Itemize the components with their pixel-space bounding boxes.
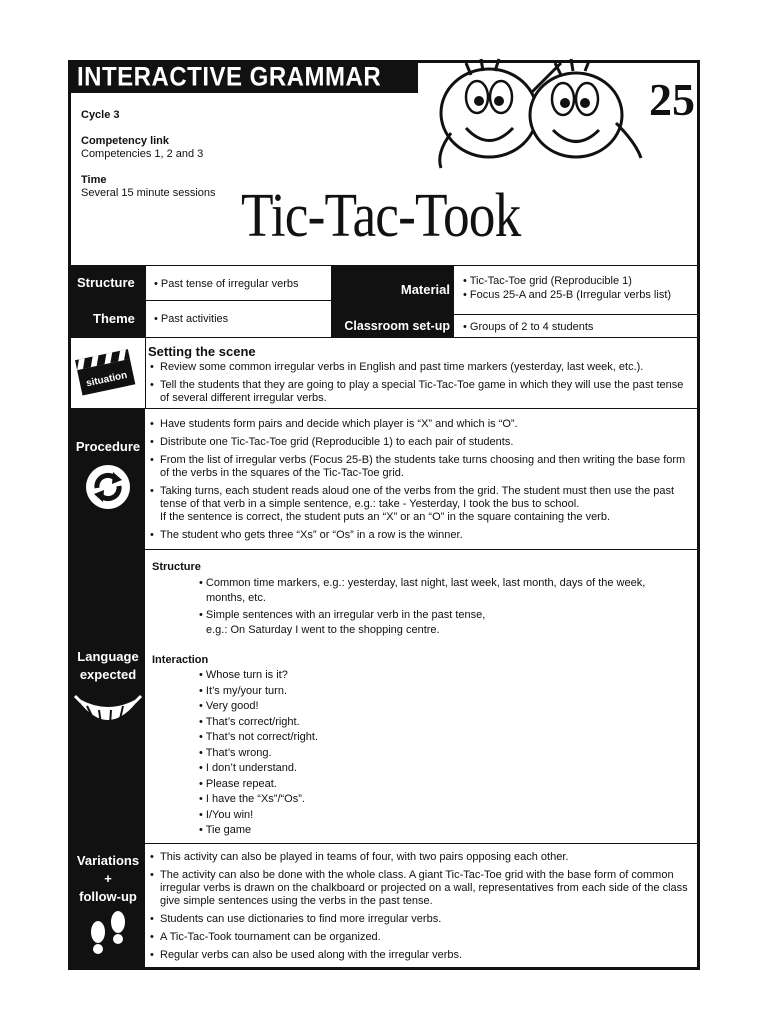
- structure-label: Structure: [71, 266, 145, 300]
- procedure-label-column: [71, 409, 145, 549]
- list-item: • This activity can also be played in teams of four, with two pairs opposing each other.: [148, 851, 688, 864]
- list-item: • Review some common irregular verbs in English and past time markers (yesterday, last week, etc.).: [148, 361, 688, 374]
- list-item: • It’s my/your turn.: [199, 684, 288, 697]
- language-label-line1: Language: [77, 649, 139, 664]
- competency-value: Competencies 1, 2 and 3: [81, 148, 204, 160]
- variations-label-column: [71, 844, 145, 967]
- procedure-label: Procedure: [75, 439, 141, 454]
- variations-label-line1: Variations: [76, 853, 140, 868]
- list-item: • A Tic-Tac-Took tournament can be organized.: [148, 931, 688, 944]
- activity-number: 25: [649, 74, 695, 125]
- list-item: • Very good!: [199, 700, 259, 712]
- material-item: • Tic-Tac-Toe grid (Reproducible 1): [463, 275, 632, 287]
- activity-sheet: [68, 60, 700, 970]
- material-label: Material: [332, 266, 454, 314]
- time-value: Several 15 minute sessions: [81, 187, 216, 199]
- clapperboard-text: situation: [85, 369, 129, 390]
- interaction-title: Interaction: [152, 654, 209, 666]
- list-item: • I/You win!: [199, 808, 254, 821]
- list-item: • I have the “Xs”/“Os”.: [199, 793, 305, 805]
- cycle-label: Cycle 3: [81, 109, 120, 121]
- language-label-line2: expected: [79, 667, 137, 682]
- footprints-icon: [78, 908, 138, 956]
- mascots-illustration: [411, 33, 661, 173]
- classroom-setup-value: • Groups of 2 to 4 students: [463, 321, 594, 333]
- list-item: • I don’t understand.: [199, 762, 298, 774]
- smile-icon: [73, 688, 143, 738]
- list-item: • That’s wrong.: [199, 746, 272, 759]
- list-item: months, etc.: [206, 592, 266, 604]
- list-item: • Simple sentences with an irregular verb in the past tense,: [199, 609, 486, 621]
- procedure-list: [148, 418, 688, 547]
- banner-interactive-grammar: INTERACTIVE GRAMMAR: [71, 63, 418, 93]
- variations-label-line2: +: [104, 871, 112, 886]
- clapperboard-icon: [73, 346, 141, 400]
- list-item: • Whose turn is it?: [199, 669, 288, 681]
- structure-value: • Past tense of irregular verbs: [154, 278, 299, 290]
- list-item: • Regular verbs can also be used along with the irregular verbs.: [148, 949, 688, 962]
- language-label-column: [71, 550, 145, 843]
- list-item: • From the list of irregular verbs (Focus 25-B) the students take turns choosing and then writing the base form of the verbs in the squares of the Tic-Tac-Toe grid.: [148, 454, 688, 480]
- list-item: • Distribute one Tic-Tac-Toe grid (Reproducible 1) to each pair of students.: [148, 436, 688, 449]
- material-item: • Focus 25-A and 25-B (Irregular verbs list): [463, 289, 672, 301]
- list-item: • Tell the students that they are going to play a special Tic-Tac-Toe game in which they will use the past tense of several different irregular verbs.: [148, 379, 688, 405]
- theme-label: Theme: [71, 301, 145, 337]
- setting-the-scene-title: Setting the scene: [148, 344, 256, 359]
- time-label: Time: [81, 174, 107, 186]
- variations-label-line3: follow-up: [79, 889, 137, 904]
- list-item: • Please repeat.: [199, 777, 277, 790]
- list-item: e.g.: On Saturday I went to the shopping centre.: [206, 624, 440, 636]
- variations-list: [148, 851, 688, 967]
- competency-label: Competency link: [81, 135, 170, 147]
- list-item: • That’s correct/right.: [199, 715, 300, 728]
- interaction-list: [199, 668, 318, 839]
- list-item: • Have students form pairs and decide which player is “X” and which is “O”.: [148, 418, 688, 431]
- list-item: • That’s not correct/right.: [199, 731, 318, 743]
- list-item: • Common time markers, e.g.: yesterday, last night, last week, last month, days of the week,: [199, 577, 646, 589]
- list-item: • Taking turns, each student reads aloud one of the verbs from the grid. The student must then use the past tense of that verb in a simple sentence, e.g.: take - Yesterday, I took the bus to school. If the sentence is correct, the student puts an “X” or an “O” in the square containing the verb.: [148, 485, 688, 524]
- scene-list: [148, 361, 688, 410]
- list-item: • The activity can also be done with the whole class. A giant Tic-Tac-Toe grid with the base form of common irregular verbs is drawn on the chalkboard or projected on a wall, representatives from each side of the class give simple sentences using the verbs in the past tense.: [148, 869, 688, 908]
- language-structure-title: Structure: [152, 561, 201, 573]
- material-list: [463, 274, 671, 302]
- cycle-arrows-icon: [83, 462, 133, 512]
- list-item: • Tie game: [199, 824, 252, 836]
- language-structure-list: [199, 576, 645, 638]
- activity-title: Tic-Tac-Took: [241, 182, 521, 250]
- list-item: • Students can use dictionaries to find more irregular verbs.: [148, 913, 688, 926]
- theme-value: • Past activities: [154, 313, 229, 325]
- list-item-extra: If the sentence is correct, the student puts an “X” or an “O” in the square containing the verb.: [160, 511, 611, 523]
- classroom-setup-label: Classroom set-up: [332, 315, 454, 337]
- activity-info: [81, 109, 216, 199]
- list-item: • The student who gets three “Xs” or “Os” in a row is the winner.: [148, 529, 688, 542]
